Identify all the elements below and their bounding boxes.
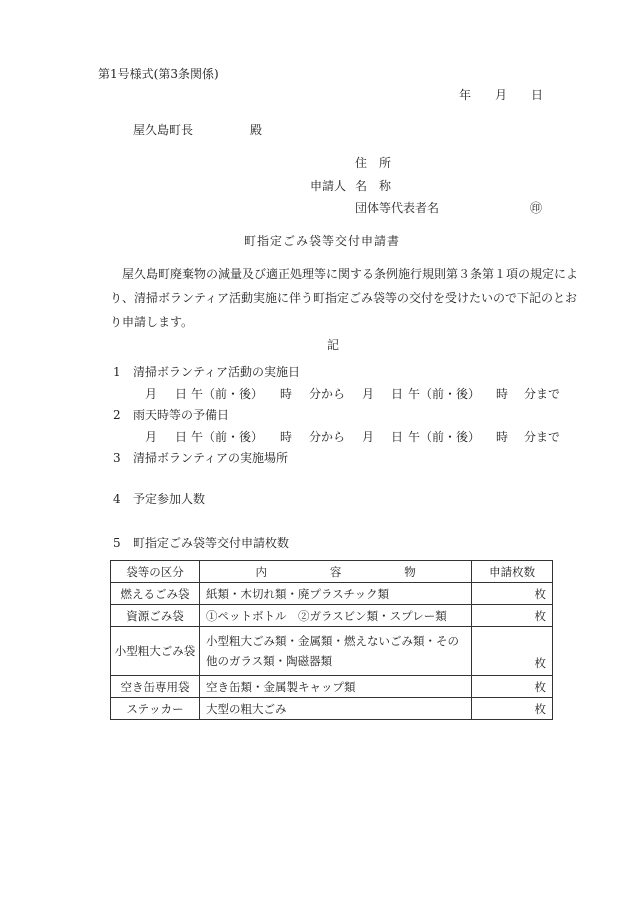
table-row [111,698,553,720]
table-row [111,627,553,676]
applicant-name-label: 名 称 [355,179,392,193]
date-line-hour: 時 [496,430,509,444]
date-line-hour: 時 [280,387,293,401]
item-label: 清掃ボランティアの実施場所 [133,451,289,465]
header-content-char: 物 [404,564,416,579]
item-number: 1 [113,365,121,379]
row-count-input[interactable] [472,627,553,676]
applicant-label: 申請人 [310,179,347,193]
table-row [111,605,553,627]
item-label: 清掃ボランティア活動の実施日 [133,365,301,379]
item-label: 予定参加人数 [133,492,206,506]
date-line-day: 日 [391,387,404,401]
row-content: 紙類・木切れ類・廃プラスチック類 [200,583,472,605]
row-unit: 枚 [534,656,546,670]
table-row [111,583,553,605]
date-line-hour: 時 [280,430,293,444]
row-count-input[interactable] [472,583,553,605]
date-line-day: 日 [175,387,188,401]
date-line-month: 月 [145,387,158,401]
item-label: 町指定ごみ袋等交付申請枚数 [133,536,290,550]
date-line-day: 日 [391,430,404,444]
row-count-input[interactable] [472,698,553,720]
row-kind: 小型粗大ごみ袋 [111,627,200,676]
row-content [200,627,472,676]
date-year: 年 [459,88,472,102]
date-line-minute: 分まで [524,387,561,401]
item-number: 4 [113,492,121,506]
header-content-char: 内 [255,564,267,579]
header-content-char: 容 [329,564,342,579]
row-kind: 資源ごみ袋 [111,605,200,627]
body-line: り申請します。 [110,315,194,329]
row-unit: 枚 [534,586,546,601]
item-number: 3 [113,451,121,465]
body-paragraph [110,262,579,334]
seal-mark: ㊞ [530,201,543,215]
date-line-hour: 時 [496,387,509,401]
date-month: 月 [495,88,508,102]
ki-heading: 記 [327,338,340,352]
row-content: ①ペットボトル ②ガラスビン類・スプレー類 [200,605,472,627]
row-kind: ステッカー [111,698,200,720]
addressee-honorific: 殿 [250,123,263,137]
date-line-month: 月 [362,387,375,401]
row-kind: 空き缶専用袋 [111,676,200,698]
header-count: 申請枚数 [472,561,553,583]
document-title: 町指定ごみ袋等交付申請書 [244,234,401,248]
form-id: 第1号様式(第3条関係) [98,67,219,81]
addressee-name: 屋久島町長 [133,123,194,137]
applicant-rep-label: 団体等代表者名 [355,201,440,215]
bag-request-table [110,560,553,720]
date-line-month: 月 [145,430,158,444]
date-line-day: 日 [175,430,188,444]
item-number: 5 [113,536,121,550]
header-content [200,561,472,583]
item-number: 2 [113,408,121,422]
header-kind: 袋等の区分 [111,561,200,583]
table-header-row [111,561,553,583]
row-content-line: 小型粗大ごみ類・金属類・燃えないごみ類・その [206,634,459,648]
row-content: 空き缶類・金属製キャップ類 [200,676,472,698]
row-unit: 枚 [534,679,546,694]
date-line-period: 午（前・後） [408,387,481,401]
date-line-period: 午（前・後） [191,430,264,444]
row-content-line: 他のガラス類・陶磁器類 [206,654,333,668]
date-line-minute: 分から [309,387,346,401]
row-content: 大型の粗大ごみ [200,698,472,720]
table-row [111,676,553,698]
date-line-period: 午（前・後） [191,387,264,401]
date-line-minute: 分まで [524,430,561,444]
row-kind: 燃えるごみ袋 [111,583,200,605]
body-line: 屋久島町廃棄物の減量及び適正処理等に関する条例施行規則第３条第１項の規定によ [110,267,579,281]
date-line-period: 午（前・後） [408,430,481,444]
item-label: 雨天時等の予備日 [133,408,230,422]
date-line-minute: 分から [309,430,346,444]
applicant-address-label: 住 所 [355,156,392,170]
row-count-input[interactable] [472,605,553,627]
row-unit: 枚 [534,701,546,716]
row-unit: 枚 [534,608,546,623]
date-day: 日 [531,88,544,102]
row-count-input[interactable] [472,676,553,698]
body-line: り、清掃ボランティア活動実施に伴う町指定ごみ袋等の交付を受けたいので下記のとお [110,291,578,305]
date-line-month: 月 [362,430,375,444]
